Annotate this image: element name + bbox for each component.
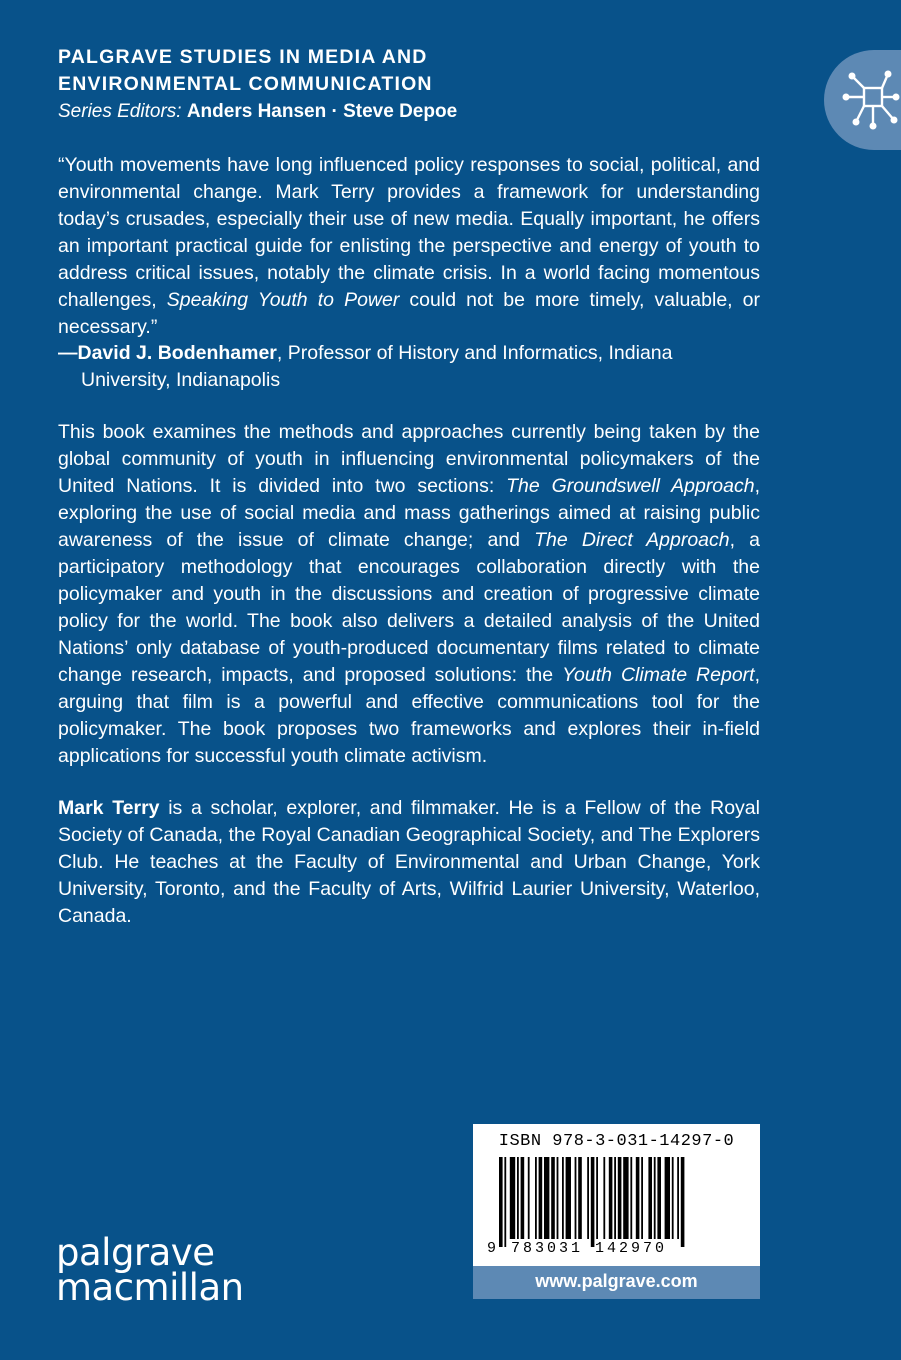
bio-text: is a scholar, explorer, and filmmaker. He is a Fellow of the Royal Society of Canada, the Royal Canadian Geographical Society, and The Explorers Club. He teaches at the Faculty of Environmental and Urban Change, York University, Toronto, and the Faculty of Arts, Wilfrid Laurier University, Waterloo, Canada. [58, 797, 760, 927]
series-editors-label: Series Editors: [58, 101, 182, 122]
quote-book-title: Speaking Youth to Power [166, 289, 400, 311]
logo-line1: palgrave [56, 1231, 215, 1274]
barcode-bar [562, 1157, 564, 1239]
barcode-bar [672, 1157, 674, 1239]
barcode-bar [557, 1157, 559, 1239]
endorsement-quote [58, 152, 760, 341]
barcode-bar [657, 1157, 661, 1239]
barcode-bars [499, 1157, 739, 1247]
series-editors-names: Anders Hansen · Steve Depoe [186, 101, 458, 122]
barcode-bar [648, 1157, 652, 1239]
series-title-line2: ENVIRONMENTAL COMMUNICATION [58, 73, 433, 95]
isbn-barcode [473, 1124, 760, 1266]
barcode-bar [535, 1157, 537, 1239]
barcode-bar [578, 1157, 582, 1239]
barcode-bar [641, 1157, 643, 1239]
barcode-bar [677, 1157, 679, 1239]
barcode-bar [609, 1157, 613, 1239]
desc-text-4: , arguing that film is a powerful and effective communications tool for the policymaker. The book proposes two frameworks and explores their in-field applications for successful youth climate activism. [58, 664, 760, 767]
desc-text-3: , a participatory methodology that encourages collaboration directly with the policymaker and youth in the discussions and creation of progressive climate policy for the world. The book also delivers a detailed analysis of the United Nations’ only database of youth-produced documentary films related to climate change research, impacts, and proposed solutions: the [58, 529, 760, 686]
barcode-bar [623, 1157, 628, 1239]
barcode-digits: 9 783031 142970 [487, 1240, 668, 1257]
barcode-bar [551, 1157, 555, 1239]
barcode-bar [566, 1157, 571, 1239]
bio-name: Mark Terry [58, 797, 160, 819]
attribution-author: David J. Bodenhamer [77, 342, 277, 364]
barcode-bar [504, 1157, 506, 1247]
quote-text-1: “Youth movements have long influenced policy responses to social, political, and environmental change. Mark Terry provides a framework for understanding today’s crusades, especially their use of new media. Equally important, he offers an important practical guide for enlisting the perspective and energy of youth to address critical issues, notably the climate crisis. In a world facing momentous challenges, [58, 154, 760, 311]
desc-ycr: Youth Climate Report [562, 664, 755, 686]
barcode-bar [539, 1157, 543, 1239]
series-title [58, 44, 618, 98]
network-icon [838, 66, 901, 134]
series-header [58, 44, 618, 126]
publisher-logo [56, 1231, 244, 1309]
barcode-bar [603, 1157, 605, 1239]
barcode-bar [636, 1157, 640, 1239]
series-title-line1: PALGRAVE STUDIES IN MEDIA AND [58, 46, 428, 68]
series-emblem [824, 50, 901, 150]
barcode-bar [665, 1157, 670, 1239]
barcode-bar [630, 1157, 632, 1239]
barcode-bar [521, 1157, 525, 1239]
barcode-bar [614, 1157, 616, 1239]
barcode-bar [587, 1157, 589, 1239]
series-editors [58, 98, 618, 126]
barcode-bar [544, 1157, 549, 1239]
barcode-bar [517, 1157, 519, 1239]
barcode-bar [528, 1157, 530, 1239]
author-bio [58, 795, 760, 930]
barcode-bar [591, 1157, 595, 1247]
logo-line2: macmillan [56, 1266, 244, 1309]
desc-direct: The Direct Approach [534, 529, 730, 551]
attribution-affiliation-2: University, Indianapolis [81, 369, 281, 391]
barcode-bar [499, 1157, 503, 1247]
desc-text-2: , exploring the use of social media and mass gatherings aimed at raising public awareness of the issue of climate change; and [58, 475, 760, 551]
barcode-bar [575, 1157, 577, 1239]
desc-text-1: This book examines the methods and approaches currently being taken by the global community of youth in influencing environmental policymakers of the United Nations. It is divided into two sections: [58, 421, 760, 497]
attribution-affiliation-1: , Professor of History and Informatics, Indiana [276, 342, 673, 364]
publisher-url: www.palgrave.com [473, 1266, 760, 1299]
book-description [58, 419, 760, 770]
barcode-bar [654, 1157, 656, 1239]
barcode-bar [618, 1157, 622, 1239]
desc-groundswell: The Groundswell Approach [506, 475, 755, 497]
quote-attribution [58, 340, 760, 394]
quote-text-2: could not be more timely, valuable, or necessary.” [58, 289, 760, 338]
attribution-dash: — [58, 342, 78, 364]
barcode-bar [510, 1157, 515, 1239]
isbn-label: ISBN 978-3-031-14297-0 [498, 1132, 735, 1151]
barcode-bar [681, 1157, 685, 1247]
barcode-bar [596, 1157, 598, 1239]
